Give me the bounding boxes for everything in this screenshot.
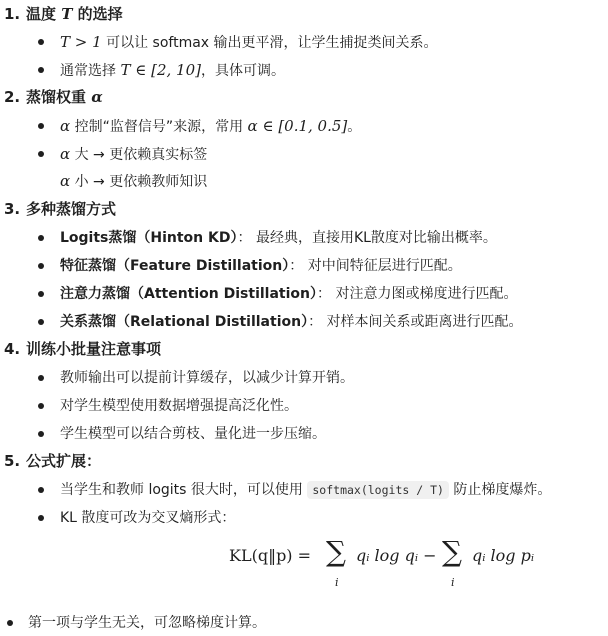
list-item [60,141,207,167]
bullet-icon [38,431,44,437]
item-text: 控制“监督信号”来源，常用 [70,119,248,135]
formula-term: qᵢ log qᵢ − [356,546,437,565]
summation-symbol: ∑ [326,535,346,568]
item-text: 大 → 更依赖真实标签 [70,147,208,163]
math-symbol: T [61,5,73,23]
summation-index: i [335,576,339,589]
item-text: ，具体可调。 [200,63,285,79]
bullet-icon [38,291,44,297]
section-number: 5. [4,452,21,470]
section-title-part: 蒸馏权重 [26,88,92,106]
formula-lhs: KL(q‖p) = [229,546,312,565]
section-title-part: 温度 [26,5,62,23]
item-strong: Logits蒸馏（Hinton KD） [60,230,238,246]
section-title: 公式扩展： [26,452,102,470]
item-strong: 注意力蒸馏（Attention Distillation） [60,286,317,302]
section-heading-2 [4,84,103,110]
item-text: ： 对样本间关系或距离进行匹配。 [308,314,523,330]
item-text: ： 最经典，直接用KL散度对比输出概率。 [237,230,497,246]
bullet-icon [38,263,44,269]
display-formula [229,535,549,598]
math-expression: α ∈ [0.1, 0.5] [247,117,348,135]
section-title: 训练小批量注意事项 [26,340,162,358]
item-text: 小 → 更依赖教师知识 [70,174,208,190]
item-text: ： 对中间特征层进行匹配。 [289,258,462,274]
list-item [60,505,235,531]
bullet-icon [38,67,44,73]
section-heading-1 [4,1,123,27]
section-heading-5 [4,448,101,474]
bullet-icon [38,151,44,157]
section-number: 1. [4,5,21,23]
list-item [60,113,361,139]
item-strong: 特征蒸馏（Feature Distillation） [60,258,290,274]
item-text: 第一项与学生无关，可忽略梯度计算。 [28,615,266,631]
section-title-part: 的选择 [72,5,123,23]
bullet-icon [38,235,44,241]
math-expression: T ∈ [2, 10] [120,61,201,79]
math-symbol: α [91,88,103,106]
summation-index: i [451,576,455,589]
section-title: 多种蒸馏方式 [26,200,117,218]
list-item [60,477,551,503]
formula-term: qᵢ log pᵢ [472,546,535,565]
list-item [60,281,517,307]
item-text: KL 散度可改为交叉熵形式： [60,510,236,526]
bullet-icon [38,39,44,45]
list-item [60,393,298,419]
item-text: 学生模型可以结合剪枝、量化进一步压缩。 [60,426,326,442]
bullet-icon [38,487,44,493]
item-text: ： 对注意力图或梯度进行匹配。 [317,286,518,302]
section-heading-4 [4,336,161,362]
list-item-continuation [60,168,207,194]
item-text: 防止梯度爆炸。 [448,482,552,498]
bullet-icon [38,319,44,325]
list-item [60,365,354,391]
math-symbol: α [60,145,71,163]
bullet-icon [38,375,44,381]
item-text: 。 [347,119,362,135]
bullet-icon [38,515,44,521]
math-symbol: α [60,172,71,190]
bullet-icon [38,123,44,129]
list-item [60,253,462,279]
list-item [60,57,285,83]
item-text: 当学生和教师 logits 很大时，可以使用 [60,482,308,498]
item-text: 教师输出可以提前计算缓存，以减少计算开销。 [60,370,354,386]
math-symbol: α [60,117,71,135]
list-item [60,225,497,251]
item-text: 通常选择 [60,63,121,79]
list-item [60,309,523,335]
list-item [60,29,438,55]
inline-code: softmax(logits / T) [307,481,449,499]
section-number: 3. [4,200,21,218]
list-item [60,421,326,447]
section-number: 4. [4,340,21,358]
item-strong: 关系蒸馏（Relational Distillation） [60,314,309,330]
section-heading-3 [4,196,116,222]
summation-symbol: ∑ [442,535,462,568]
bullet-icon [7,620,13,626]
item-text: 可以让 softmax 输出更平滑，让学生捕捉类间关系。 [101,35,438,51]
section-number: 2. [4,88,21,106]
item-text: 对学生模型使用数据增强提高泛化性。 [60,398,298,414]
list-item [28,610,266,636]
math-expression: T > 1 [60,33,102,51]
bullet-icon [38,403,44,409]
